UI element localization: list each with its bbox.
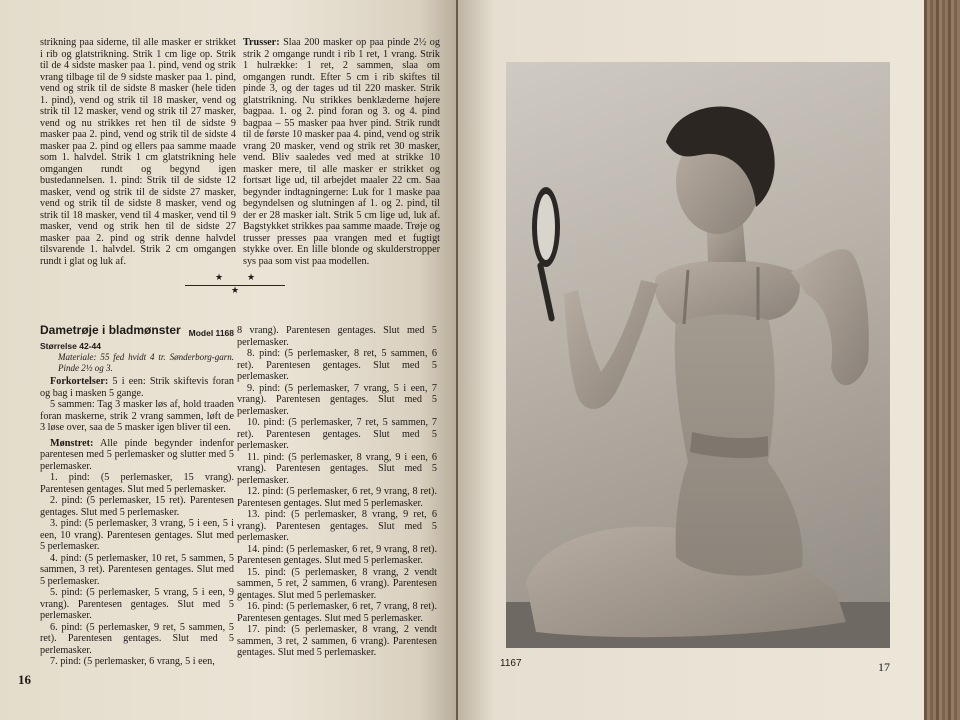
pattern-row: 5. pind: (5 perlemasker, 5 vrang, 5 i een, 9 vrang). Parentesen gentages. Slut med 5 perlemasker. bbox=[40, 587, 234, 621]
pattern-row: 1. pind: (5 perlemasker, 15 vrang). Parentesen gentages. Slut med 5 perlemasker. bbox=[40, 472, 234, 495]
pattern-row: 15. pind: (5 perlemasker, 8 vrang, 2 vendt sammen, 5 ret, 2 sammen, 6 vrang). Parentesen gentages. Slut med 5 perlemasker. bbox=[237, 566, 437, 601]
pattern-row: 4. pind: (5 perlemasker, 10 ret, 5 sammen, 5 sammen, 3 ret). Parentesen gentages. Slut med 5 perlemasker. bbox=[40, 552, 234, 587]
pattern-row: 9. pind: (5 perlemasker, 7 vrang, 5 i een, 7 vrang). Parentesen gentages. Slut med 5 perlemasker. bbox=[237, 382, 437, 417]
mirror-handle bbox=[537, 262, 555, 322]
mirror-arm bbox=[564, 280, 658, 409]
trusser-label: Trusser: bbox=[243, 37, 280, 48]
photo-illustration bbox=[506, 62, 890, 648]
pattern-row: 3. pind: (5 perlemasker, 3 vrang, 5 i een, 5 i een, 10 vrang). Parentesen gentages. Slut med 5 perlemasker. bbox=[40, 518, 234, 552]
forkortelser-label: Forkortelser: bbox=[50, 376, 109, 387]
pattern-title: Dametrøje i bladmønster bbox=[40, 323, 181, 337]
monstret-label: Mønstret: bbox=[50, 437, 94, 449]
pattern-row: 13. pind: (5 perlemasker, 8 vrang, 9 ret, 6 vrang). Parentesen gentages. Slut med 5 perlemasker. bbox=[237, 509, 437, 543]
text-column-trusser bbox=[243, 37, 440, 267]
star-icon: ★ bbox=[231, 285, 240, 295]
pattern-row: 10. pind: (5 perlemasker, 7 ret, 5 sammen, 7 ret). Parentesen gentages. Slut med 5 perlemasker. bbox=[237, 417, 437, 451]
star-icon: ★ bbox=[215, 272, 224, 282]
pattern-row: 16. pind: (5 perlemasker, 6 ret, 7 vrang, 8 ret). Parentesen gentages. Slut med 5 perlemasker. bbox=[237, 601, 437, 624]
pattern-header bbox=[40, 325, 234, 338]
pattern-row: 8. pind: (5 perlemasker, 8 ret, 5 sammen, 6 ret). Parentesen gentages. Slut med 5 perlemasker. bbox=[237, 348, 437, 382]
pattern-row: 8 vrang). Parentesen gentages. Slut med 5 perlemasker. bbox=[237, 325, 437, 348]
size-label: Størrelse 42-44 bbox=[40, 340, 101, 351]
paragraph-bust-shaping: strikning paa siderne, til alle masker er strikket i rib og glatstrikning. Strik 1 cm lige op. Strik til de 4 sidste masker paa 1. pind, vend og strik vrang tilbage til de 9 sidste masker paa 1. pind, vend og strik til de sidste 8 masker (hele tiden 1. pind), vend og strik til 18 masker, vend og strik til 12 masker, vend og strik til 27 masker, vend og nu strikkes ret hen til de sidste 9 masker paa 2. pind, vend og strik til de sidste 4 masker paa 2. pind og ellers paa samme maade som 1. halvdel. Strik 1 cm glatstrikning hele omgangen rundt og begynd igen bustedannelsen. 1. pind: Strik til de sidste 12 masker, vend og strik til de sidste 27 masker, vend og strik til de sidste 8 masker, vend og strik til 18 masker, vend til 4 masker, vend til 9 masker, vend og strik hen til de sidste 27 masker paa 2. pind og strik denne halvdel tilsvarende 1. halvdel. Strik 2 cm omgangen rundt i glat og luk af. bbox=[40, 37, 236, 267]
pattern-row: 12. pind: (5 perlemasker, 6 ret, 9 vrang, 8 ret). Parentesen gentages. Slut med 5 perlemasker. bbox=[237, 486, 437, 509]
mirror-glass bbox=[537, 194, 555, 260]
pattern-row: 2. pind: (5 perlemasker, 15 ret). Parentesen gentages. Slut med 5 perlemasker. bbox=[40, 495, 234, 518]
paragraph-trusser bbox=[243, 37, 440, 267]
monstret-text: Alle pinde begynder indenfor parentesen med 5 perlemasker og slutter med 5 perlemasker. bbox=[40, 437, 234, 472]
raised-arm bbox=[791, 249, 869, 385]
photo-caption: 1167 bbox=[500, 658, 522, 669]
right-page bbox=[458, 0, 924, 720]
text-column-pattern-left bbox=[40, 325, 234, 668]
wooden-table-edge bbox=[918, 0, 960, 720]
materials: Materiale: 55 fed hvidt 4 tr. Sønderborg-garn. Pinde 2½ og 3. bbox=[58, 352, 234, 373]
pattern-row: 14. pind: (5 perlemasker, 6 ret, 9 vrang, 8 ret). Parentesen gentages. Slut med 5 perlemasker. bbox=[237, 543, 437, 566]
paragraph-sammen: 5 sammen: Tag 3 masker løs af, hold traaden foran maskerne, strik 2 vrang sammen, løft de 3 løse over, saa de 5 masker igen bliver til een. bbox=[40, 399, 234, 433]
section-divider bbox=[185, 272, 285, 296]
text-column-pattern-right bbox=[237, 325, 437, 659]
pattern-row: 11. pind: (5 perlemasker, 8 vrang, 9 i een, 6 vrang). Parentesen gentages. Slut med 5 perlemasker. bbox=[237, 451, 437, 486]
pattern-row: 17. pind: (5 perlemasker, 8 vrang, 2 vendt sammen, 3 ret, 2 sammen, 6 vrang). Parentesen gentages. Slut med 5 perlemasker. bbox=[237, 624, 437, 658]
paragraph-forkortelser bbox=[40, 376, 234, 399]
pattern-row: 6. pind: (5 perlemasker, 9 ret, 5 sammen, 5 ret). Parentesen gentages. Slut med 5 perlemasker. bbox=[40, 621, 234, 656]
model-photograph bbox=[506, 62, 890, 648]
left-page bbox=[0, 0, 456, 720]
forkortelser-text: 5 i een: Strik skiftevis foran og bag i masken 5 gange. bbox=[40, 376, 234, 399]
text-column-continued bbox=[40, 37, 236, 267]
trusser-text: Slaa 200 masker op paa pinde 2½ og strik 2 omgange rundt i rib 1 ret, 1 vrang. Strik 1 hulrække: 1 ret, 2 sammen, slaa om omgangen rundt. Efter 5 cm i rib skiftes til pinde 3, og der tages ud til 220 masker. Strik glatstrikning. Nu strikkes benklæderne højere bagpaa. 1. og 2. pind foran og 3. og 4. pind bagpaa – 55 masker paa hver pind. Strik rundt til de første 10 masker paa 4. pind, vend og strik vrang 20 masker, vend og strik ret 30 masker, vend. Bliv saaledes ved med at strikke 10 masker mere, til alle masker er strikket og fortsæt lige ud, til arbejdet maaler 22 cm. Saa begynder indtagningerne: Luk for 1 maske paa begyndelsen og slutningen af 1. og 2. pind, til der er 28 masker ialt. Strik 5 cm lige ud, luk af. Bagstykket strikkes paa samme maade. Trøje og trusser presses paa vrangen med et fugtigt stykke over. En lille blonde og skulderstropper sys paa som vist paa modellen. bbox=[243, 37, 440, 267]
page-number-right: 17 bbox=[878, 660, 890, 674]
page-number-left: 16 bbox=[18, 672, 31, 687]
shoulders bbox=[655, 260, 800, 324]
paragraph-monstret bbox=[40, 438, 234, 473]
model-number: Model 1168 bbox=[188, 328, 234, 338]
star-icon: ★ bbox=[247, 272, 256, 282]
pattern-row: 7. pind: (5 perlemasker, 6 vrang, 5 i een, bbox=[50, 656, 215, 667]
